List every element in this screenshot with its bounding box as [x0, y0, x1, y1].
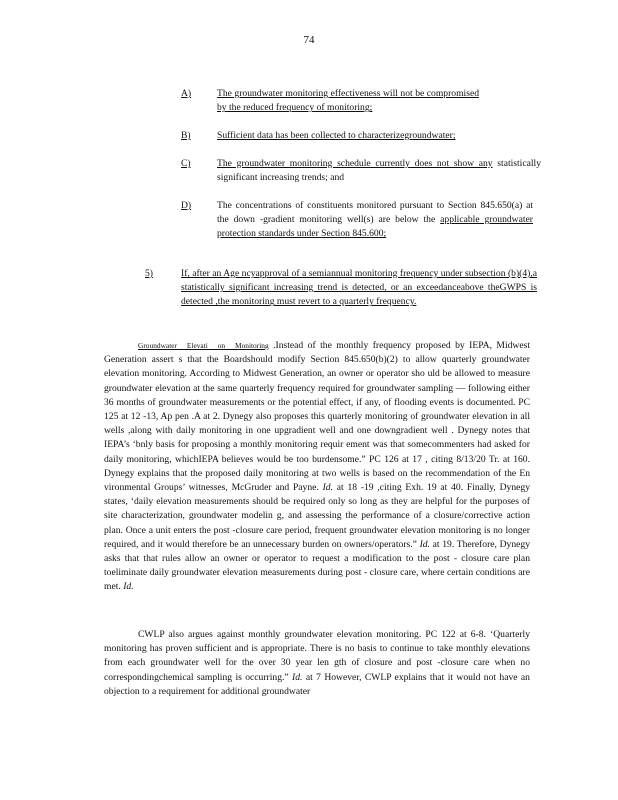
citation: Id. — [419, 538, 430, 550]
condition-text: Sufficient data has been collected to characterizegroundwater; — [217, 130, 456, 141]
condition-label: A) — [181, 88, 192, 99]
cwlp-paragraph: CWLP also argues against monthly groundwater elevation monitoring. PC 122 at 6-8. ‘Quarterly monitoring has proven sufficient and is appropriate. There is no basis to continue to take monthly elevations from each groundwater well for the over 30 year len gth of closure and post -closure care when no correspondingchemical sampling is occurring.” Id. at 7 However, CWLP explains that it would not have an objection to a requirement for additional groundwater — [104, 629, 530, 697]
item-label: 5) — [145, 268, 153, 279]
citation: Id. — [292, 671, 303, 683]
condition-text — [217, 199, 533, 242]
page-number: 74 — [303, 34, 315, 46]
condition-text — [217, 157, 541, 185]
condition-label: D) — [181, 200, 192, 211]
condition-text-underlined: applicable groundwater protection standards under Section 845.600; — [217, 214, 533, 240]
section-heading: Groundwater Elevati on Monitoring — [138, 341, 269, 350]
condition-label: C) — [181, 158, 191, 169]
condition-text: The groundwater monitoring effectiveness will not be compromised by the reduced frequency of monitoring; — [217, 88, 479, 114]
condition-label: B) — [181, 130, 191, 141]
item-text: If, after an Age ncyapproval of a semiannual monitoring frequency under subsection (b)(4),a statistically significant increasing trend is detected, or an exceedanceabove theGWPS is detected ,the monitoring must revert to a quarterly frequency. — [181, 268, 537, 308]
citation: Id. — [322, 482, 333, 494]
groundwater-elevation-paragraph: Groundwater Elevati on Monitoring .Instead of the monthly frequency proposed by IEPA, Midwest Generation assert s that the Boardshould modify Section 845.650(b)(2) to allow quarterly groundwater elevation monitoring. According to Midwest Generation, an owner or operator sho uld be allowed to measure groundwater elevation at the same quarterly frequency required for groundwater sampling — following either 36 months of groundwater measurements or the potential effect, if any, of flooding events is documented. PC 125 at 12 -13, Ap pen .A at 2. Dynegy also proposes this quarterly monitoring of groundwater elevation in all wells ,along with daily monitoring in one upgradient well and one downgradient well . Dynegy notes that IEPA’s ‘bnly basis for proposing a monthly monitoring requir ement was that somecommenters had asked for daily monitoring, whichIEPA believes would be too burdensome.” PC 126 at 17 , citing 8/13/20 Tr. at 160. Dynegy explains that the proposed daily monitoring at two wells is based on the recommendation of the En vironmental Groups’ witnesses, McGruder and Payne. Id. at 18 -19 ,citing Exh. 19 at 40. Finally, Dynegy states, ‘daily elevation measurements should be required only so long as they are helpful for the purposes of site characterization, groundwater modelin g, and assessing the performance of a closure/corrective action plan. Once a unit enters the post -closure care period, frequent groundwater elevation monitoring is no longer required, and it would therefore be an unnecessary burden on owners/operators.” Id. at 19. Therefore, Dynegy asks that that rules allow an owner or operator to request a modification to the post - closure care plan toeliminate daily groundwater elevation measurements during post - closure care, where certain conditions are met. Id. — [104, 340, 531, 593]
citation: Id. — [123, 581, 134, 593]
condition-text-rest: statistically significant increasing trends; and — [217, 158, 541, 184]
condition-text-plain: The concentrations of constituents monitored pursuant to Section 845.650(a) at the down -gradient monitoring well(s) are below the — [217, 200, 533, 226]
condition-text-underlined: The groundwater monitoring schedule currently does not show any — [217, 158, 493, 169]
